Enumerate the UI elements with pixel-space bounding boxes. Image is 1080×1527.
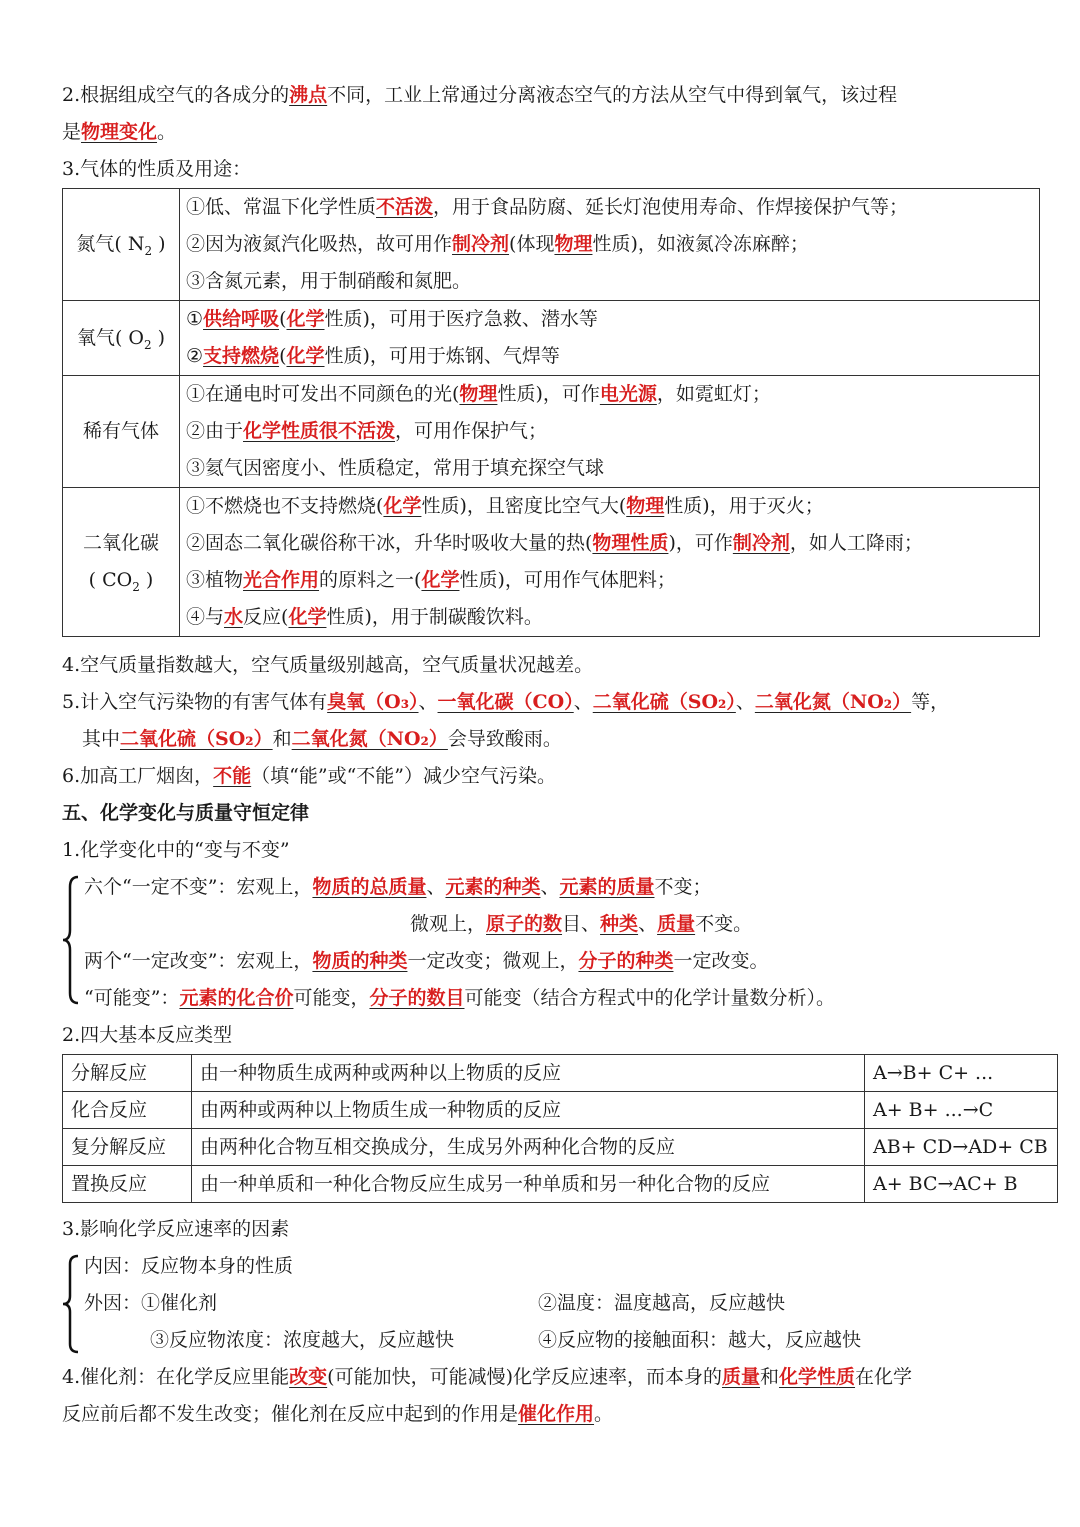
rate-factors-block: [62, 1248, 1062, 1359]
reaction-definition-cell: 由一种物质生成两种或两种以上物质的反应: [192, 1055, 865, 1092]
left-brace-icon: [62, 875, 80, 1005]
section-5-heading: 五、化学变化与质量守恒定律: [62, 802, 310, 824]
gas-properties-table: [62, 188, 1040, 637]
table-row-rare-gas: [63, 376, 1040, 488]
external-factors-2: ③反应物浓度：浓度越大，反应越快 ④反应物的接触面积：越大，反应越快: [150, 1329, 862, 1351]
reaction-types-table: [62, 1054, 1058, 1203]
reaction-definition-cell: 由一种单质和一种化合物反应生成另一种单质和另一种化合物的反应: [192, 1166, 865, 1203]
table-row-co2: [63, 488, 1040, 637]
para-4: 4.空气质量指数越大，空气质量级别越高，空气质量状况越差。: [62, 654, 594, 676]
table-row: [63, 1092, 1058, 1129]
section-3-title: 3.气体的性质及用途：: [62, 158, 252, 180]
keyword-physical-change: 物理变化: [81, 121, 158, 143]
reaction-formula-cell: A+ BC→AC+ B: [865, 1166, 1058, 1203]
reaction-formula-cell: AB+ CD→AD+ CB: [865, 1129, 1058, 1166]
subsection-3-title: 3.影响化学反应速率的因素: [62, 1218, 290, 1240]
left-brace-icon: [62, 1254, 80, 1354]
reaction-type-cell: 置换反应: [63, 1166, 192, 1203]
text: 2.根据组成空气的各成分的: [62, 84, 290, 106]
para-2: [62, 77, 1062, 114]
para-5-cont: 其中二氧化硫（SO₂）和二氧化氮（NO₂）会导致酸雨。: [82, 728, 562, 750]
table-row: [63, 1055, 1058, 1092]
gas-name-co2: 二氧化碳 ( $CO_2$ ): [63, 488, 180, 637]
catalyst-para-cont: 反应前后都不发生改变；催化剂在反应中起到的作用是催化作用。: [62, 1403, 614, 1425]
keyword-boiling-point: 沸点: [289, 84, 328, 106]
two-changes: 两个“一定改变”：宏观上，物质的种类一定改变；微观上，分子的种类一定改变。: [84, 950, 769, 972]
catalyst-para: 4.催化剂：在化学反应里能改变(可能加快，可能减慢)化学反应速率，而本身的质量和化学性质在化学: [62, 1366, 913, 1388]
six-invariants-micro: 微观上，原子的数目、种类、质量不变。: [410, 913, 753, 935]
table-row: [63, 1129, 1058, 1166]
gas-desc-n2: ①低、常温下化学性质不活泼，用于食品防腐、延长灯泡使用寿命、作焊接保护气等； ②因为液氮汽化吸热，故可用作制冷剂(体现物理性质)，如液氮冷冻麻醉； ③含氮元素，用于制硝酸和氮肥。: [180, 189, 1040, 301]
gas-desc-co2: ①不燃烧也不支持燃烧(化学性质)，且密度比空气大(物理性质)，用于灭火； ②固态二氧化碳俗称干冰，升华时吸收大量的热(物理性质)，可作制冷剂，如人工降雨； ③植物光合作用的原料之一(化学性质)，可用作气体肥料； ④与水反应(化学性质)，用于制碳酸饮料。: [180, 488, 1040, 637]
para-5: 5.计入空气污染物的有害气体有臭氧（O₃）、一氧化碳（CO）、二氧化硫（SO₂）、二氧化氮（NO₂）等，: [62, 691, 950, 713]
document-page: [62, 77, 1062, 1433]
gas-name-o2: 氧气( $O_2$ ): [63, 301, 180, 376]
gas-name-rare: 稀有气体: [63, 376, 180, 488]
reaction-formula-cell: A+ B+ ...→C: [865, 1092, 1058, 1129]
reaction-type-cell: 分解反应: [63, 1055, 192, 1092]
internal-factor: 内因：反应物本身的性质: [84, 1255, 294, 1277]
six-invariants: 六个“一定不变”：宏观上，物质的总质量、元素的种类、元素的质量不变；: [84, 876, 712, 898]
gas-desc-o2: ①供给呼吸(化学性质)，可用于医疗急救、潜水等 ②支持燃烧(化学性质)，可用于炼钢、气焊等: [180, 301, 1040, 376]
reaction-formula-cell: A→B+ C+ ...: [865, 1055, 1058, 1092]
text: 。: [157, 121, 177, 143]
para-2-cont: [62, 114, 1062, 151]
reaction-type-cell: 化合反应: [63, 1092, 192, 1129]
possible-changes: “可能变”：元素的化合价可能变，分子的数目可能变（结合方程式中的化学计量数分析）。: [84, 987, 835, 1009]
reaction-type-cell: 复分解反应: [63, 1129, 192, 1166]
text: 是: [62, 121, 82, 143]
external-factors-1: 外因：①催化剂 ②温度：温度越高，反应越快: [84, 1292, 786, 1314]
subsection-2-title: 2.四大基本反应类型: [62, 1024, 233, 1046]
reaction-definition-cell: 由两种或两种以上物质生成一种物质的反应: [192, 1092, 865, 1129]
subsection-1-title: 1.化学变化中的“变与不变”: [62, 839, 290, 861]
text: 不同，工业上常通过分离液态空气的方法从空气中得到氧气，该过程: [327, 84, 898, 106]
change-invariance-block: [62, 869, 1062, 1017]
reaction-definition-cell: 由两种化合物互相交换成分，生成另外两种化合物的反应: [192, 1129, 865, 1166]
para-6: 6.加高工厂烟囱，不能（填“能”或“不能”）减少空气污染。: [62, 765, 557, 787]
table-row: [63, 1166, 1058, 1203]
gas-name-n2: 氮气( $N_2$ ): [63, 189, 180, 301]
gas-desc-rare: ①在通电时可发出不同颜色的光(物理性质)，可作电光源，如霓虹灯； ②由于化学性质很不活泼，可用作保护气； ③氦气因密度小、性质稳定，常用于填充探空气球: [180, 376, 1040, 488]
table-row-o2: [63, 301, 1040, 376]
table-row-n2: [63, 189, 1040, 301]
